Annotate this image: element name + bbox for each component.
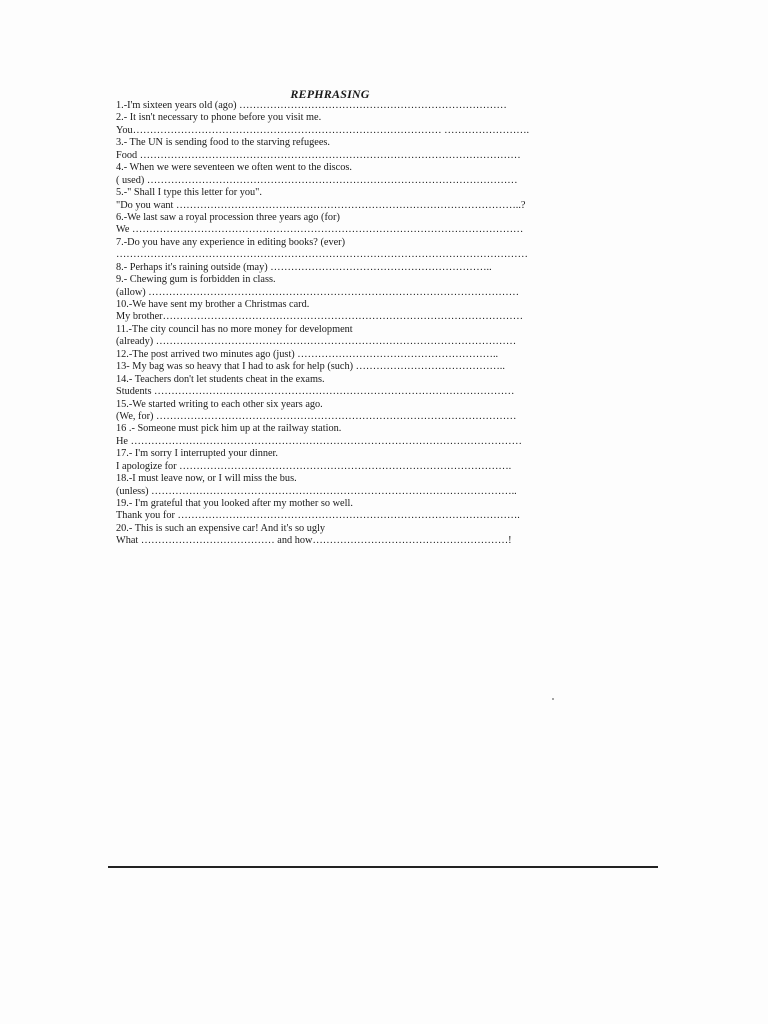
exercise-line: What ………………………………… and how…………………………………………………! [116,535,512,547]
exercise-line: 4.- When we were seventeen we often went to the discos. [116,162,352,174]
exercise-line: ( used) ……………………………………………………………………………………………… [116,174,518,186]
exercise-line: My brother…………………………………………………………………………………………… [116,311,524,323]
exercise-line: (unless) …………………………………………………………………………………………….. [116,485,517,497]
exercise-line: 13- My bag was so heavy that I had to ask for help (such) …………………………………….. [116,361,505,373]
exercise-line: Food ………………………………………………………………………………………………… [116,149,521,161]
exercise-line: Students …………………………………………………………………………………………… [116,386,515,398]
exercise-line: 5.-" Shall I type this letter for you". [116,187,262,199]
exercise-line: 17.- I'm sorry I interrupted your dinner. [116,448,278,460]
exercise-line: 11.-The city council has no more money for development [116,323,353,335]
exercise-line: 18.-I must leave now, or I will miss the bus. [116,473,297,485]
exercise-line: 3.- The UN is sending food to the starving refugees. [116,137,330,149]
exercise-line: 8.- Perhaps it's raining outside (may) ……………………………………………………….. [116,261,492,273]
exercise-line: 6.-We last saw a royal procession three years ago (for) [116,211,340,223]
exercise-line: I apologize for ……………………………………………………………………………………. [116,460,512,472]
exercise-line: 16 .- Someone must pick him up at the railway station. [116,423,342,435]
exercise-line: He …………………………………………………………………………………………………… [116,435,522,447]
exercise-list [116,100,556,548]
exercise-line: 15.-We started writing to each other six years ago. [116,398,323,410]
exercise-line: (already) …………………………………………………………………………………………… [116,336,517,348]
exercise-line: 14.- Teachers don't let students cheat in the exams. [116,373,325,385]
exercise-line: 7.-Do you have any experience in editing books? (ever) [116,236,346,248]
exercise-line: 10.-We have sent my brother a Christmas card. [116,299,310,310]
exercise-line: You……………………………………………………………………………… ……………………. [116,124,530,136]
page-title: REPHRASING [290,87,370,101]
exercise-line: We …………………………………………………………………………………………………… [116,224,524,236]
exercise-line: (We, for) …………………………………………………………………………………………… [116,410,517,422]
exercise-line: ………………………………………………………………………………………………………… [116,249,528,261]
exercise-line: 9.- Chewing gum is forbidden in class. [116,274,276,286]
exercise-line: (allow) ……………………………………………………………………………………………… [116,286,519,298]
scan-speck [552,698,554,700]
exercise-line: 19.- I'm grateful that you looked after my mother so well. [116,498,353,509]
exercise-line: 20.- This is such an expensive car! And it's so ugly [116,522,326,534]
exercise-line: Thank you for ………………………………………………………………………………………. [116,510,520,522]
bottom-divider [108,866,658,868]
exercise-line: "Do you want ………………………………………………………………………………………..? [116,199,526,211]
exercise-line: 1.-I'm sixteen years old (ago) …………………………………………………………………… [116,100,507,111]
exercise-line: 12.-The post arrived two minutes ago (just) ………………………………………………….. [116,348,499,360]
exercise-line: 2.- It isn't necessary to phone before you visit me. [116,112,322,124]
